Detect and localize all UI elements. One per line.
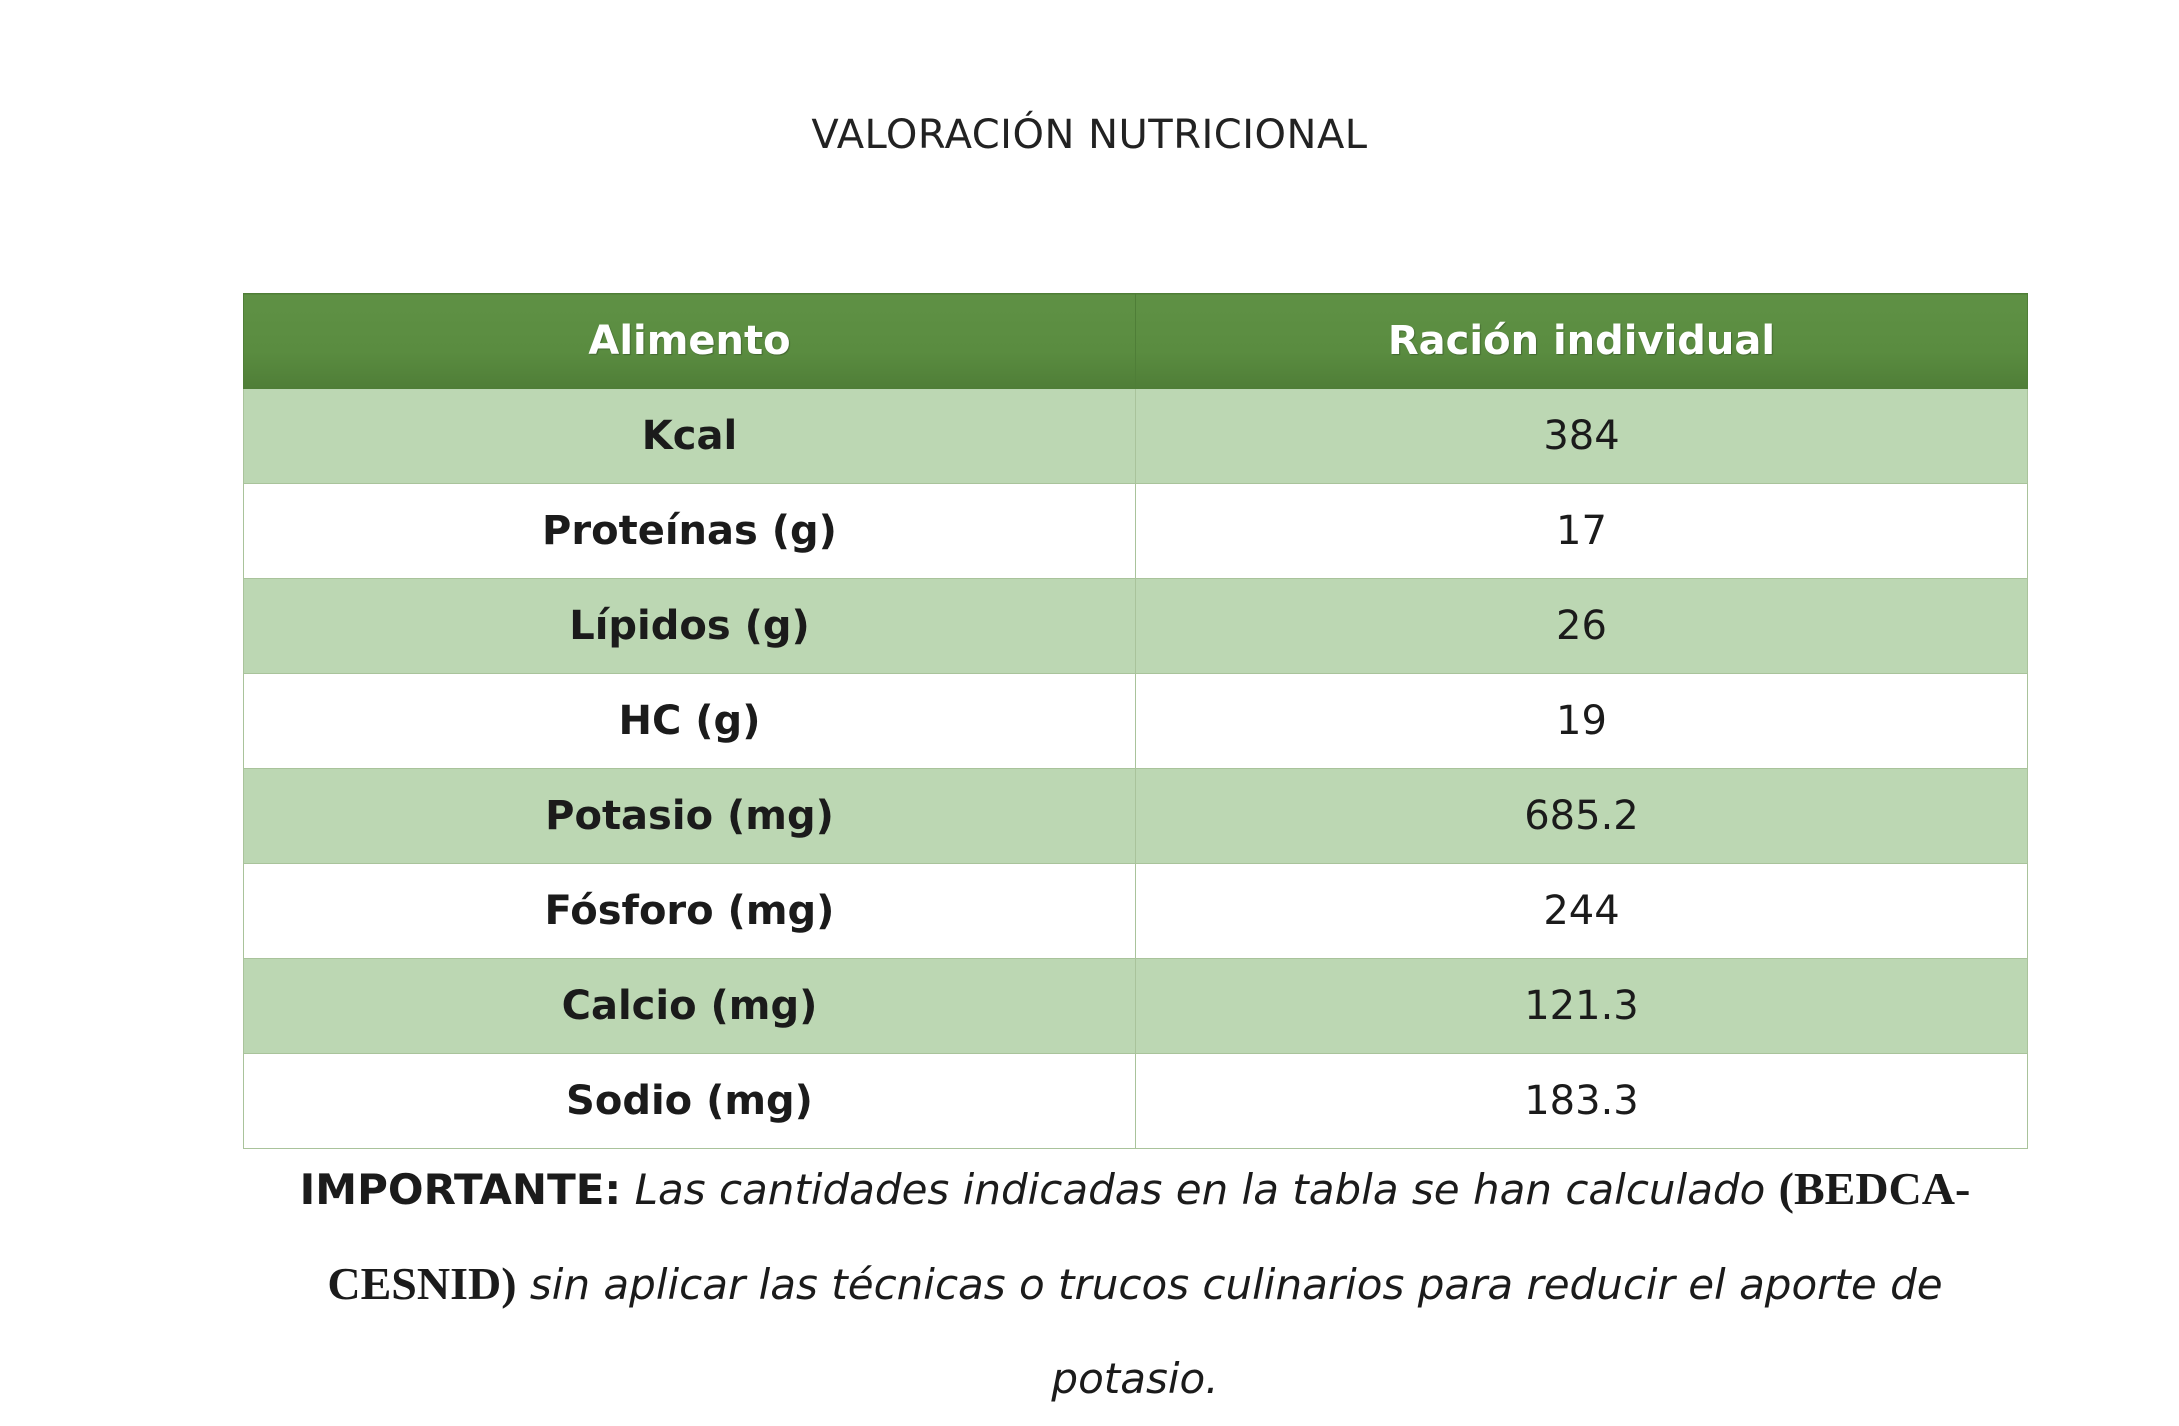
row-label: HC (g) — [244, 674, 1136, 769]
row-value: 244 — [1136, 864, 2028, 959]
important-note — [243, 1142, 2027, 1426]
row-value: 26 — [1136, 579, 2028, 674]
row-label: Proteínas (g) — [244, 484, 1136, 579]
row-label: Sodio (mg) — [244, 1054, 1136, 1149]
table-row — [244, 579, 2028, 674]
table-row — [244, 769, 2028, 864]
table-row — [244, 484, 2028, 579]
table-row — [244, 959, 2028, 1054]
row-value: 685.2 — [1136, 769, 2028, 864]
row-value: 384 — [1136, 389, 2028, 484]
page-title: VALORACIÓN NUTRICIONAL — [811, 112, 1368, 158]
note-keyword: IMPORTANTE: — [299, 1165, 622, 1214]
column-header-alimento: Alimento — [244, 294, 1136, 389]
table-row — [244, 674, 2028, 769]
row-value: 121.3 — [1136, 959, 2028, 1054]
row-label: Fósforo (mg) — [244, 864, 1136, 959]
row-value: 183.3 — [1136, 1054, 2028, 1149]
note-line-1 — [243, 1142, 2027, 1237]
note-source-1: (BEDCA- — [1778, 1163, 1971, 1214]
row-label: Potasio (mg) — [244, 769, 1136, 864]
row-value: 19 — [1136, 674, 2028, 769]
table-header-row — [244, 294, 2028, 389]
note-source-2: CESNID) — [327, 1258, 517, 1309]
note-text-1: Las cantidades indicadas en la tabla se han calculado — [621, 1165, 1779, 1214]
table-row — [244, 389, 2028, 484]
note-text-2: sin aplicar las técnicas o trucos culinarios para reducir el aporte de potasio. — [516, 1260, 1943, 1403]
row-value: 17 — [1136, 484, 2028, 579]
row-label: Calcio (mg) — [244, 959, 1136, 1054]
nutrition-table — [243, 293, 2028, 1149]
row-label: Kcal — [244, 389, 1136, 484]
column-header-racion: Ración individual — [1136, 294, 2028, 389]
table-row — [244, 1054, 2028, 1149]
table-row — [244, 864, 2028, 959]
row-label: Lípidos (g) — [244, 579, 1136, 674]
